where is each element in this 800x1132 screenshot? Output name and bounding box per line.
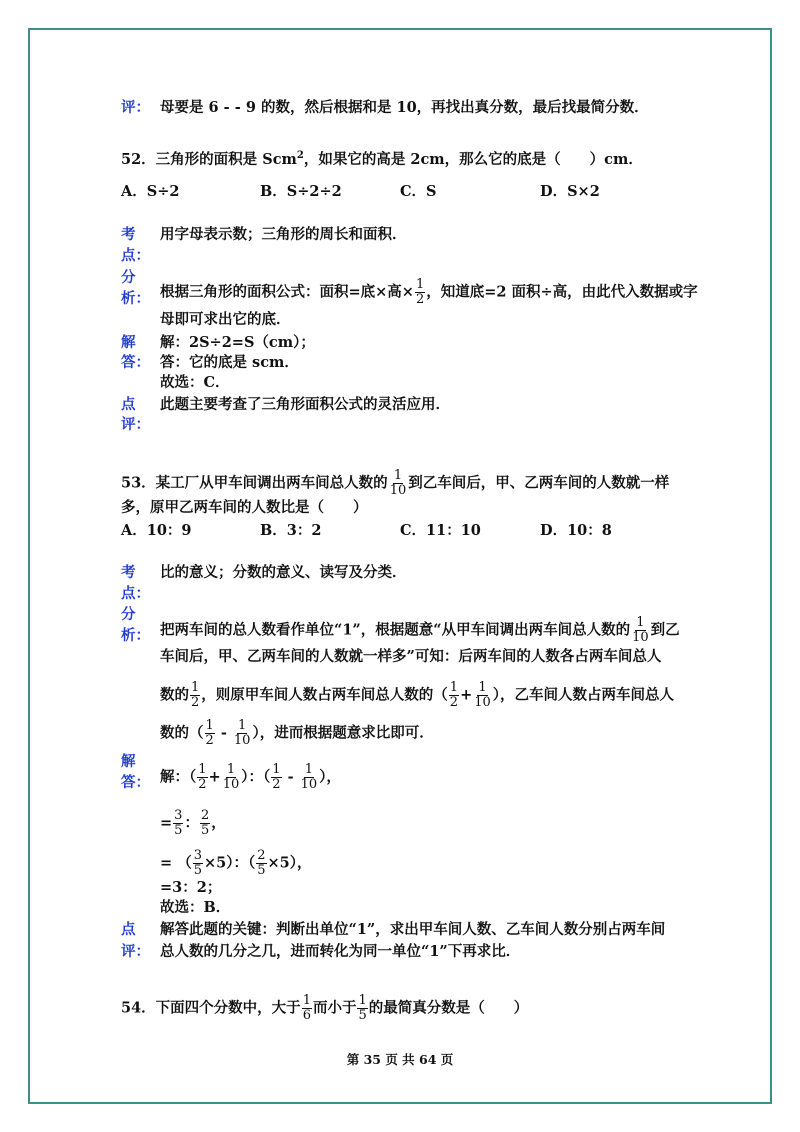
- q53-topic-label-2: 点：: [121, 585, 150, 602]
- q52-stem-sup: 2: [296, 150, 304, 162]
- text-segment: =: [160, 814, 173, 832]
- fraction: [197, 763, 207, 792]
- numerator: 1: [205, 718, 214, 733]
- text-segment: ×5）：（: [203, 854, 256, 872]
- text-segment: 而小于: [312, 999, 357, 1017]
- q53-option-c: C．11：10: [400, 522, 481, 539]
- denominator: 5: [174, 823, 183, 838]
- fraction: [256, 849, 266, 878]
- fraction: [300, 763, 319, 792]
- operator: +: [460, 686, 473, 704]
- q52-stem-b: ，如果它的高是 2cm，那么它的底是（ ）cm．: [303, 151, 643, 168]
- numerator: 2: [257, 848, 266, 863]
- text-segment: 根据三角形的面积公式：面积=底×高×: [160, 283, 414, 301]
- fraction: [190, 681, 200, 710]
- q52-topic-text: 用字母表示数；三角形的周长和面积．: [160, 226, 407, 243]
- q54-stem: [121, 994, 528, 1023]
- denominator: 10: [300, 777, 318, 792]
- text-segment: ，: [211, 814, 226, 832]
- q53-analysis-line-2: 车间后，甲、乙两车间的人数就一样多”可知：后两车间的人数各占两车间总人: [160, 648, 662, 665]
- text-segment: 的最简真分数是（ ）: [368, 999, 529, 1017]
- denominator: 10: [233, 733, 251, 748]
- q53-analysis-line-4: [160, 719, 434, 748]
- q53-comment-line-2: 总人数的几分之几，进而转化为同一单位“1”下再求比．: [160, 943, 521, 960]
- denominator: 5: [193, 863, 202, 878]
- q52-option-b: B．S÷2÷2: [260, 183, 342, 200]
- comment-text: 母要是 6 - - 9 的数，然后根据和是 10，再找出真分数，最后找最简分数．: [160, 99, 649, 116]
- q52-solution-line-2: 答：它的底是 scm．: [160, 354, 299, 371]
- numerator: 1: [478, 680, 487, 695]
- denominator: 2: [415, 292, 425, 307]
- numerator: 1: [358, 993, 367, 1008]
- text-segment: 数的（: [160, 724, 204, 742]
- q53-solution-line-3: [160, 849, 312, 878]
- text-segment: 54．下面四个分数中，大于: [121, 999, 301, 1017]
- numerator: 1: [415, 277, 425, 292]
- q53-comment-label-2: 评：: [121, 943, 150, 960]
- text-segment: ，知道底=2 面积÷高，由此代入数据或字: [426, 283, 698, 301]
- numerator: 3: [174, 808, 183, 823]
- comment-label: 评：: [121, 99, 150, 116]
- q53-topic-label-1: 考: [121, 564, 136, 581]
- numerator: 3: [193, 848, 202, 863]
- q52-analysis-label-2: 析：: [121, 290, 150, 307]
- q52-solution-label-2: 答：: [121, 354, 150, 371]
- text-segment: 把两车间的总人数看作单位“1”，根据题意“从甲车间调出两车间总人数的: [160, 621, 631, 639]
- numerator: 1: [302, 993, 311, 1008]
- q53-analysis-line-3: [160, 681, 674, 710]
- q53-option-d: D．10：8: [540, 522, 612, 539]
- text-segment: 53．某工厂从甲车间调出两车间总人数的: [121, 474, 388, 492]
- q53-analysis-label-2: 析：: [121, 627, 150, 644]
- numerator: 1: [304, 762, 314, 777]
- numerator: 1: [191, 680, 200, 695]
- numerator: 2: [200, 808, 210, 823]
- fraction: [357, 994, 367, 1023]
- text-segment: 到乙车间后，甲、乙两车间的人数就一样: [408, 474, 670, 492]
- denominator: 10: [222, 777, 240, 792]
- text-segment: 数的: [160, 686, 189, 704]
- fraction: [271, 763, 281, 792]
- text-segment: ×5），: [267, 854, 312, 872]
- fraction: [193, 849, 203, 878]
- q53-option-a: A．10：9: [121, 522, 192, 539]
- q53-solution-line-1: [160, 763, 341, 792]
- q52-solution-line-3: 故选：C．: [160, 374, 230, 391]
- numerator: 1: [272, 762, 281, 777]
- text-segment: ），: [319, 768, 341, 786]
- q52-analysis-line-1: [160, 278, 698, 307]
- q53-solution-label-1: 解: [121, 753, 136, 770]
- q52-comment-label-2: 评：: [121, 416, 150, 433]
- fraction: [473, 681, 492, 710]
- q52-comment-label-1: 点: [121, 396, 136, 413]
- q52-topic-label-1: 考: [121, 226, 136, 243]
- denominator: 2: [272, 777, 281, 792]
- numerator: 1: [636, 615, 645, 630]
- text-segment: = （: [160, 854, 192, 872]
- numerator: 1: [226, 762, 236, 777]
- q52-comment-text: 此题主要考查了三角形面积公式的灵活应用．: [160, 396, 450, 413]
- denominator: 10: [474, 695, 491, 710]
- fraction: [449, 681, 459, 710]
- text-segment: ）：（: [241, 768, 271, 786]
- operator: +: [208, 768, 221, 786]
- denominator: 10: [632, 630, 649, 645]
- denominator: 2: [205, 733, 214, 748]
- q53-analysis-line-1: [160, 616, 680, 645]
- q52-analysis-label-1: 分: [121, 269, 136, 286]
- denominator: 6: [302, 1008, 311, 1023]
- denominator: 2: [449, 695, 459, 710]
- numerator: 1: [238, 718, 247, 733]
- q52-solution-line-1: 解：2S÷2=S（cm）；: [160, 334, 315, 351]
- fraction: [173, 809, 183, 838]
- operator: -: [215, 724, 232, 742]
- q53-analysis-label-1: 分: [121, 606, 136, 623]
- denominator: 2: [191, 695, 200, 710]
- fraction: [631, 616, 650, 645]
- denominator: 5: [358, 1008, 367, 1023]
- q52-option-a: A．S÷2: [121, 183, 180, 200]
- q52-topic-label-2: 点：: [121, 247, 150, 264]
- fraction: [233, 719, 252, 748]
- q53-solution-line-2: [160, 809, 226, 838]
- fraction: [415, 278, 425, 307]
- q53-topic-text: 比的意义；分数的意义、读写及分类．: [160, 564, 407, 581]
- q53-solution-label-2: 答：: [121, 774, 150, 791]
- q53-solution-line-4: =3：2；: [160, 879, 222, 896]
- operator: -: [282, 768, 299, 786]
- q53-solution-line-5: 故选：B．: [160, 899, 231, 916]
- text-segment: ），乙车间人数占两车间总人: [492, 686, 675, 704]
- numerator: 1: [449, 680, 459, 695]
- fraction: [389, 469, 408, 498]
- page-number: 第 35 页 共 64 页: [346, 1052, 454, 1067]
- numerator: 1: [393, 468, 403, 483]
- q52-option-c: C．S: [400, 183, 437, 200]
- denominator: 2: [198, 777, 207, 792]
- denominator: 5: [200, 823, 210, 838]
- q52-solution-label-1: 解: [121, 334, 136, 351]
- denominator: 5: [257, 863, 266, 878]
- fraction: [222, 763, 241, 792]
- q52-option-d: D．S×2: [540, 183, 600, 200]
- text-segment: ，则原甲车间人数占两车间总人数的（: [201, 686, 448, 704]
- q52-analysis-line-2: 母即可求出它的底．: [160, 311, 291, 328]
- q52-stem-a: 52．三角形的面积是 Scm: [121, 151, 297, 168]
- q53-stem-line-1: [121, 469, 669, 498]
- fraction: [302, 994, 312, 1023]
- text-segment: 解：（: [160, 768, 197, 786]
- q53-option-b: B．3：2: [260, 522, 322, 539]
- q53-stem-line-2: 多，原甲乙两车间的人数比是（ ）: [121, 499, 368, 516]
- numerator: 1: [198, 762, 207, 777]
- text-segment: ：: [184, 814, 199, 832]
- text-segment: ），进而根据题意求比即可．: [252, 724, 434, 742]
- denominator: 10: [389, 483, 407, 498]
- q53-comment-line-1: 解答此题的关键：判断出单位“1”，求出甲车间人数、乙车间人数分别占两车间: [160, 921, 666, 938]
- q52-stem: [121, 151, 643, 169]
- q53-comment-label-1: 点: [121, 921, 136, 938]
- fraction: [205, 719, 215, 748]
- fraction: [200, 809, 210, 838]
- text-segment: 到乙: [650, 621, 680, 639]
